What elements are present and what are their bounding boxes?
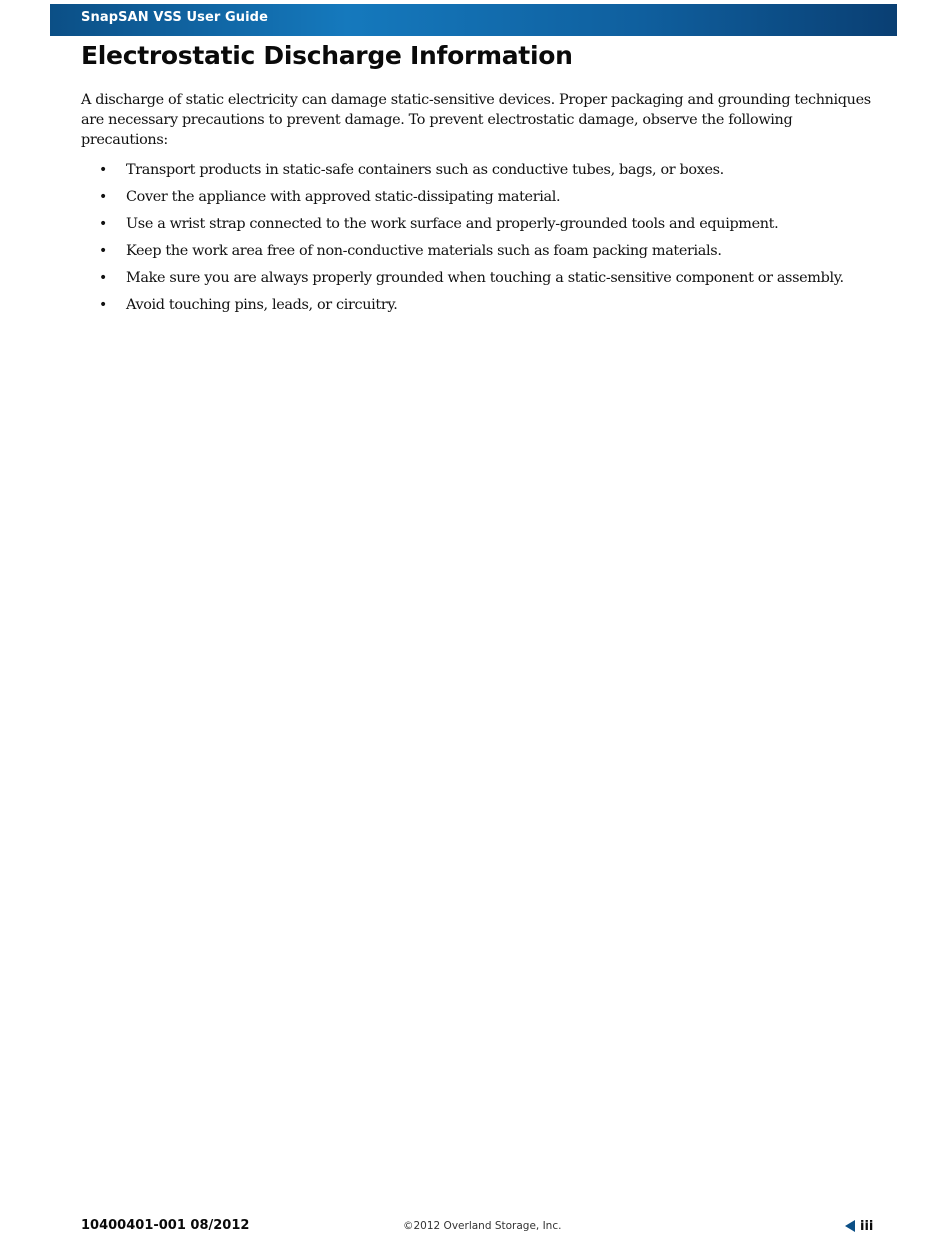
list-item	[81, 187, 881, 207]
list-item	[81, 214, 881, 234]
page-title: Electrostatic Discharge Information	[81, 41, 573, 70]
footer-doc-number: 10400401-001 08/2012	[81, 1218, 250, 1233]
triangle-left-icon[interactable]	[845, 1220, 855, 1232]
list-item-text: Use a wrist strap connected to the work surface and properly-grounded tools and equipment.	[126, 216, 779, 232]
precautions-list	[81, 160, 881, 322]
list-item-text: Make sure you are always properly grounded when touching a static-sensitive component or assembly.	[126, 270, 844, 286]
list-item-text: Transport products in static-safe containers such as conductive tubes, bags, or boxes.	[126, 162, 724, 178]
list-item-text: Avoid touching pins, leads, or circuitry.	[126, 297, 398, 313]
list-item	[81, 295, 881, 315]
header-title: SnapSAN VSS User Guide	[81, 10, 269, 25]
page-number: iii	[860, 1218, 874, 1234]
footer-copyright: ©2012 Overland Storage, Inc.	[403, 1220, 562, 1232]
bullet-icon: •	[99, 162, 107, 178]
list-item-text: Cover the appliance with approved static-dissipating material.	[126, 189, 561, 205]
bullet-icon: •	[99, 243, 107, 259]
list-item	[81, 241, 881, 261]
bullet-icon: •	[99, 189, 107, 205]
header-bar	[50, 4, 897, 36]
intro-paragraph: A discharge of static electricity can damage static-sensitive devices. Proper packaging and grounding techniques are necessary precautions to prevent damage. To prevent electrostatic damage, observe the following precautions:	[81, 92, 871, 148]
list-item	[81, 268, 881, 288]
footer-page-nav	[845, 1217, 873, 1235]
bullet-icon: •	[99, 297, 107, 313]
list-item	[81, 160, 881, 180]
list-item-text: Keep the work area free of non-conductive materials such as foam packing materials.	[126, 243, 722, 259]
bullet-icon: •	[99, 216, 107, 232]
bullet-icon: •	[99, 270, 107, 286]
